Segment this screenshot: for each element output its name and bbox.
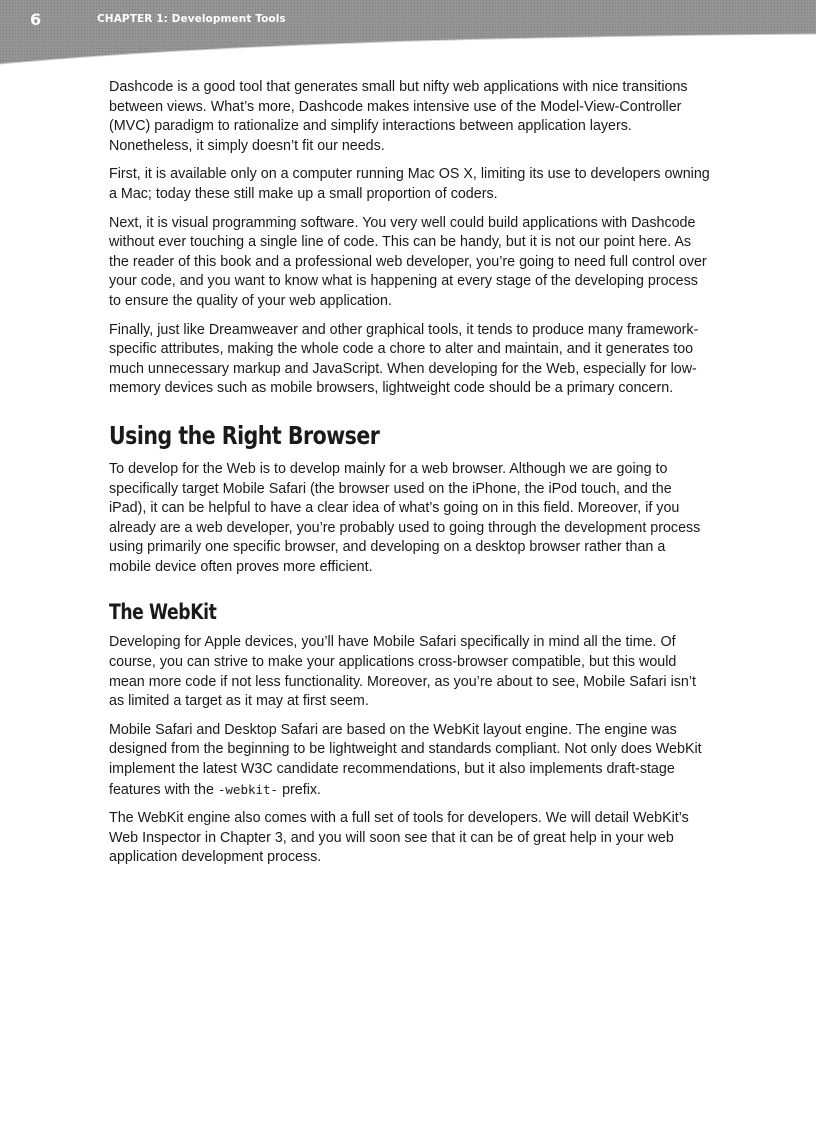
body-paragraph: Finally, just like Dreamweaver and other graphical tools, it tends to produce many framework-specific attributes, making the whole code a chore to alter and maintain, and it generates too much unnecessary markup and JavaScript. When developing for the Web, especially for low-memory devices such as mobile browsers, lightweight code should be a primary concern. [109, 321, 699, 397]
body-paragraph: The WebKit engine also comes with a full set of tools for developers. We will detail WebKit’s Web Inspector in Chapter 3, and you will soon see that it can be of great help in your web application development process. [109, 810, 689, 866]
section-heading-using-the-right-browser: Using the Right Browser [109, 420, 380, 450]
body-paragraph: Dashcode is a good tool that generates small but nifty web applications with nice transitions between views. What’s more, Dashcode makes intensive use of the Model-View-Controller (MVC) paradigm to rationalize and simplify interactions between application layers. Nonetheless, it simply doesn’t fit our needs. [109, 79, 688, 154]
paragraph-text: Mobile Safari and Desktop Safari are based on the WebKit layout engine. The engine was designed from the beginning to be lightweight and standards compliant. Not only does WebKit implement the latest W3C candidate recommendations, but it also implements draft-stage features with the [109, 721, 702, 798]
body-paragraph: To develop for the Web is to develop mainly for a web browser. Although we are going to specifically target Mobile Safari (the browser used on the iPhone, the iPod touch, and the iPad), it can be helpful to have a clear idea of what’s going on in this field. Moreover, if you already are a web developer, you’re probably used to going through the development process using primarily one specific browser, and developing on a desktop browser rather than a mobile device often proves more efficient. [109, 460, 701, 575]
body-paragraph: First, it is available only on a computer running Mac OS X, limiting its use to developers owning a Mac; today these still make up a small proportion of coders. [109, 166, 710, 202]
header-band-shape [0, 0, 816, 66]
running-head-title: CHAPTER 1: Development Tools [97, 13, 286, 25]
subsection-heading-the-webkit: The WebKit [109, 600, 217, 625]
body-paragraph [109, 721, 711, 800]
page-number: 6 [30, 10, 42, 29]
body-paragraph: Developing for Apple devices, you’ll have Mobile Safari specifically in mind all the time. Of course, you can strive to make your applications cross-browser compatible, but this would mean more code if not less functionality. Moreover, as you’re about to see, Mobile Safari isn’t as limited a target as it may at first seem. [109, 634, 696, 710]
paragraph-text: prefix. [278, 781, 321, 798]
running-header-band [0, 0, 816, 66]
body-paragraph: Next, it is visual programming software. You very well could build applications with Dashcode without ever touching a single line of code. This can be handy, but it is not our point here. As the reader of this book and a professional web developer, you’re going to need full control over your code, and you want to know what is happening at every stage of the developing process to ensure the quality of your web application. [109, 214, 707, 309]
inline-code-webkit-prefix: -webkit- [217, 781, 279, 797]
page-body [109, 78, 711, 877]
